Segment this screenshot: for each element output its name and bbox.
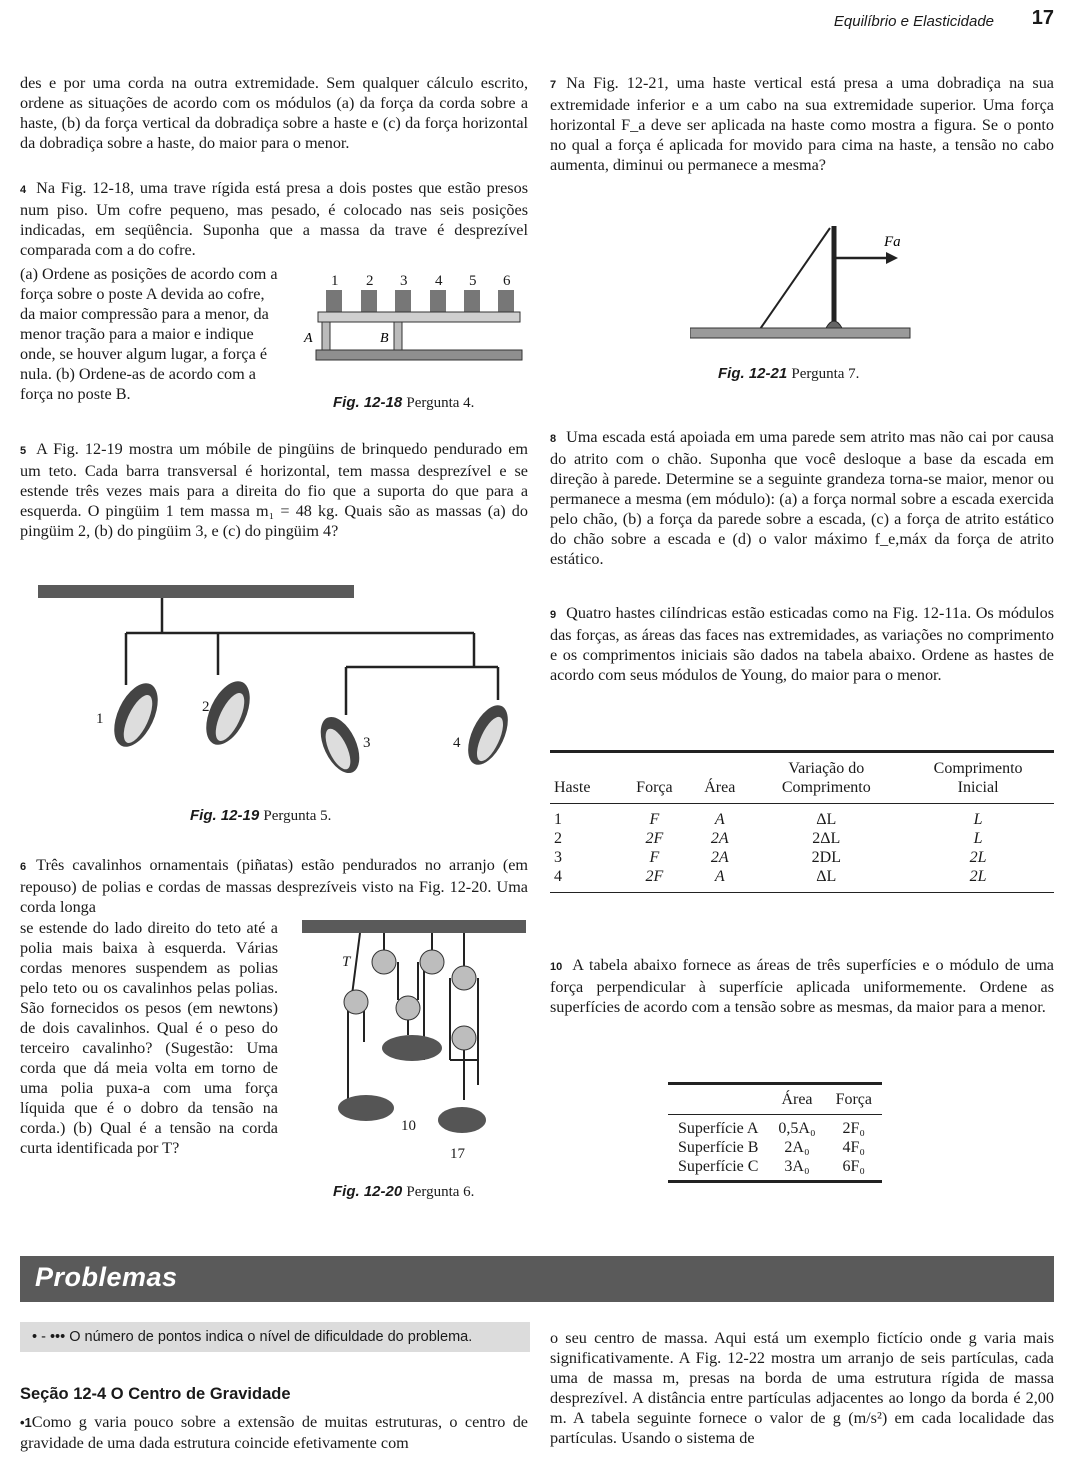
figure-12-20 — [300, 920, 528, 1170]
question-8 — [550, 427, 1054, 569]
ceiling — [38, 585, 354, 598]
caption-fig-12-20: Fig. 12-20 Pergunta 6. — [333, 1183, 475, 1200]
table-header: Comprimento — [933, 760, 1023, 777]
position-label: 3 — [400, 273, 408, 289]
penguins — [105, 675, 516, 779]
table-cell: 2L — [969, 849, 987, 866]
post-b — [394, 322, 402, 350]
table-row — [550, 829, 1054, 848]
difficulty-note: • - ••• O número de pontos indica o nível de dificuldade do problema. — [20, 1322, 530, 1352]
table-cell: 2DL — [811, 849, 841, 866]
table-cell: Superfície C — [678, 1158, 759, 1175]
question-5 — [20, 439, 528, 541]
table-cell: 4 — [554, 868, 562, 885]
question-number: 7 — [550, 79, 557, 91]
table-header: Força — [636, 779, 673, 796]
table-row — [550, 848, 1054, 867]
position-label: 4 — [435, 273, 443, 289]
table-cell: 2F — [645, 830, 664, 847]
table-row — [668, 1138, 882, 1157]
table-cell: 2A — [710, 849, 729, 866]
question-6-side-text: se estende do lado direito do teto até a polia mais baixa à esquerda. Várias cordas menores suspendem as polias pelo teto ou os cavalinhos pelas polias. São fornecidos os pesos (em newtons) de dois cavalinhos. Qual é o peso do terceiro cavalinho? (Sugestão: Uma corda que dá meia volta em torno de uma polia puxa-a com uma força líquida que é o dobro da tensão na corda.) (b) Qual é a tensão na corda curta identificada por T? — [20, 919, 278, 1157]
floor — [316, 350, 522, 360]
question-7 — [550, 73, 1054, 175]
question-8-text: Uma escada está apoiada em uma parede sem atrito mas não cai por causa do atrito com o chão. Suponha que você desloque a base da escada em direção à parede. Determine se a seguinte grandeza torna-se maior, menor ou permanece a mesma (em módulo): (a) a força normal sobre a escada exercida pelo chão, (b) a força da parede sobre a escada, (c) a força de atrito estático do chão sobre a escada e (d) o valor máximo f_e,máx da força de atrito estático. — [550, 428, 1054, 568]
table-cell: A — [714, 868, 725, 885]
table-header: Comprimento — [781, 779, 871, 796]
table-header: Haste — [554, 779, 591, 796]
position-label: 2 — [366, 273, 374, 289]
table-cell: Superfície A — [678, 1120, 759, 1137]
table-header: Área — [781, 1091, 813, 1108]
figure-12-21 — [690, 210, 920, 350]
penguin-label: 3 — [363, 735, 371, 751]
penguin-label: 2 — [202, 699, 210, 715]
running-head: Equilíbrio e Elasticidade — [833, 13, 994, 30]
table-cell: Superfície B — [678, 1139, 759, 1156]
table-cell: 2L — [969, 868, 987, 885]
question-5-text: A Fig. 12-19 mostra um móbile de pingüins de brinquedo pendurado em um teto. Cada barra transversal é horizontal, tem massa desprezível e se estende três vezes mais para a direita do fio que a suporta do que para a esquerda. O pingüim 1 tem massa m₁ = 48 kg. Quais são as massas (a) do pingüim 2, (b) do pingüim 3, e (c) do pingüim 4? — [20, 440, 528, 540]
post-a — [322, 322, 330, 350]
ceiling — [302, 920, 526, 933]
table-row — [550, 867, 1054, 893]
table-cell: 6F₀ — [842, 1158, 866, 1175]
question-6 — [20, 855, 528, 917]
question-number: 4 — [20, 184, 27, 196]
table-cell: 0,5A₀ — [778, 1120, 816, 1137]
question-number: 6 — [20, 861, 27, 873]
question-3-continuation: des e por uma corda na outra extremidade. Sem qualquer cálculo escrito, ordene as situações de acordo com os módulos (a) da força da corda sobre a haste, (b) da força vertical da dobradiça sobre a haste e (c) da força horizontal da dobradiça sobre a haste, do maior para o menor. — [20, 74, 528, 152]
table-cell: 2ΔL — [812, 830, 841, 847]
figure-12-18 — [296, 264, 530, 382]
table-row — [668, 1115, 882, 1139]
safe-positions — [326, 290, 514, 312]
rigid-beam — [318, 312, 520, 322]
post-a-label: A — [304, 331, 313, 346]
table-header: Variação do — [788, 760, 865, 777]
table-cell: 3 — [554, 849, 562, 866]
table-cell: 1 — [554, 811, 562, 828]
surfaces-table — [668, 1082, 882, 1183]
question-number: 8 — [550, 433, 557, 445]
hinge — [826, 321, 842, 328]
page-number: 17 — [1031, 7, 1054, 29]
problem-1 — [20, 1412, 528, 1453]
table-header: Inicial — [957, 779, 999, 796]
problem-1-text: Como g varia pouco sobre a extensão de muitas estruturas, o centro de gravidade de uma dada estrutura coincide efetivamente com — [20, 1413, 528, 1452]
table-row — [550, 804, 1054, 830]
table-cell: L — [973, 830, 983, 847]
table-header: Força — [835, 1091, 872, 1108]
table-cell: ΔL — [816, 811, 837, 828]
position-label: 1 — [331, 273, 339, 289]
caption-fig-12-19: Fig. 12-19 Pergunta 5. — [190, 807, 332, 824]
table-cell: 3A₀ — [784, 1158, 810, 1175]
table-cell: L — [973, 811, 983, 828]
question-number: 10 — [550, 961, 563, 973]
post-b-label: B — [380, 331, 389, 346]
question-9 — [550, 603, 1054, 685]
table-cell: 2A — [710, 830, 729, 847]
force-label: Fa — [884, 234, 901, 250]
caption-fig-12-18: Fig. 12-18 Pergunta 4. — [333, 394, 475, 411]
table-cell: 2F₀ — [842, 1120, 866, 1137]
caption-fig-12-21: Fig. 12-21 Pergunta 7. — [718, 365, 860, 382]
table-cell: 2F — [645, 868, 664, 885]
question-4-text: Na Fig. 12-18, uma trave rígida está presa a dois postes que estão presos num piso. Um cofre pequeno, mas pesado, é colocado nas seis posições indicadas, em seqüência. Suponha que a massa da trave é desprezível comparada com a do cofre. — [20, 179, 528, 259]
position-label: 6 — [503, 273, 511, 289]
problem-1-continuation: o seu centro de massa. Aqui está um exemplo fictício onde g varia mais significativamente. A Fig. 12-22 mostra um arranjo de seis partículas, cada uma de massa m, presas na borda de uma estrutura rígida de massa desprezível. A distância entre partículas adjacentes ao longo da borda é 2,00 m. A tabela seguinte fornece o valor de g (m/s²) em cada localidade das partículas. Usando o sistema de — [550, 1329, 1054, 1447]
section-heading: Seção 12-4 O Centro de Gravidade — [20, 1385, 291, 1403]
weight-label: 17 — [450, 1146, 465, 1162]
table-cell: 2 — [554, 830, 562, 847]
question-7-text: Na Fig. 12-21, uma haste vertical está presa a uma dobradiça na sua extremidade inferior e a um cabo na sua extremidade superior. Uma força horizontal F_a deve ser aplicada na haste como mostra a figura. Se o ponto no qual a força é aplicada for movido para cima na haste, a tensão no cabo aumenta, diminui ou permanece a mesma? — [550, 74, 1054, 174]
weight-label: 10 — [401, 1118, 416, 1134]
question-10 — [550, 955, 1054, 1017]
rods-table — [550, 750, 1054, 893]
question-number: 5 — [20, 445, 27, 457]
table-cell: F — [649, 849, 660, 866]
table-cell: A — [714, 811, 725, 828]
position-label: 5 — [469, 273, 477, 289]
question-4 — [20, 178, 528, 260]
question-6-text: Três cavalinhos ornamentais (piñatas) estão pendurados no arranjo (em repouso) de polias e cordas de massas desprezíveis visto na Fig. 12-20. Uma corda longa — [20, 856, 528, 916]
question-4-side-text: (a) Ordene as posições de acordo com a força sobre o poste A devida ao cofre, da maior compressão para a menor, da menor tração para a maior e indique onde, se houver algum lugar, a força é nula. (b) Ordene-as de acordo com a força no poste B. — [20, 265, 278, 403]
table-header: Área — [704, 779, 736, 796]
penguin-label: 1 — [96, 711, 104, 727]
problem-number: •1 — [20, 1415, 32, 1430]
question-10-text: A tabela abaixo fornece as áreas de três superfícies e o módulo de uma força perpendicular à superfície aplicada uniformemente. Ordene as superfícies de acordo com a tensão sobre as mesmas, da maior para a menor. — [550, 956, 1054, 1016]
table-cell: 4F₀ — [842, 1139, 866, 1156]
table-row — [668, 1157, 882, 1182]
penguin-label: 4 — [453, 735, 461, 751]
table-cell: F — [649, 811, 660, 828]
floor — [690, 328, 910, 338]
table-cell: ΔL — [816, 868, 837, 885]
tension-label: T — [342, 954, 351, 970]
table-cell: 2A₀ — [784, 1139, 810, 1156]
question-9-text: Quatro hastes cilíndricas estão esticadas como na Fig. 12-11a. Os módulos das forças, as áreas das faces nas extremidades, as variações no comprimento e os comprimentos iniciais são dados na tabela abaixo. Ordene as hastes de acordo com seus módulos de Young, do maior para o menor. — [550, 604, 1054, 684]
problemas-title: Problemas — [35, 1262, 178, 1292]
cable — [758, 228, 830, 332]
figure-12-19 — [38, 585, 528, 795]
question-number: 9 — [550, 609, 557, 621]
